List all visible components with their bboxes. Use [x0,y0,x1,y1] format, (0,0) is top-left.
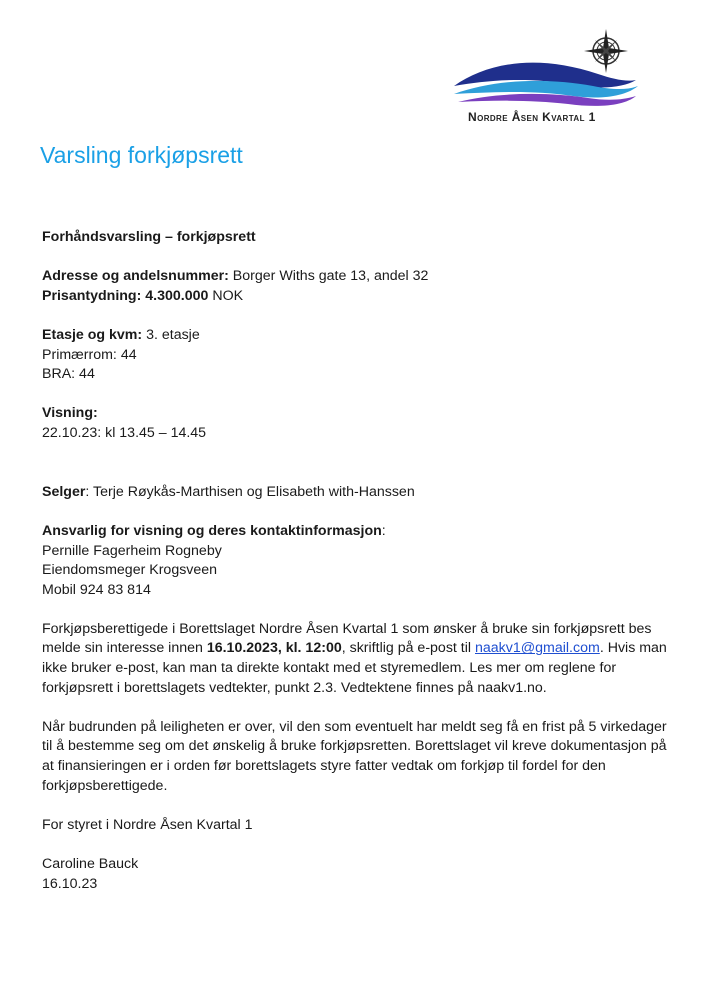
page-title: Varsling forkjøpsrett [40,142,243,168]
para1-text-2: , skriftlig på e-post til [341,640,475,657]
contact-colon: : [381,522,386,539]
email-link[interactable]: naakv1@gmail.com [475,640,600,657]
floor-label: Etasje og kvm: [42,326,143,343]
price-amount: 4.300.000 [145,287,209,304]
signature-date: 16.10.23 [42,875,98,892]
viewing-value: 22.10.23: kl 13.45 – 14.45 [42,424,207,441]
heading: Forhåndsvarsling – forkjøpsrett [42,229,256,245]
contact-heading [42,522,672,542]
contact-name: Pernille Fagerheim Rogneby [42,542,222,559]
contact-phone: Mobil 924 83 814 [42,581,151,598]
address-line [42,267,672,287]
floor-value: 3. etasje [142,326,200,343]
address-label: Adresse og andelsnummer: [42,268,229,285]
price-currency: NOK [208,287,244,304]
viewing-label: Visning: [42,405,98,422]
floor-line [42,326,672,346]
seller-label: Selger [42,483,86,500]
brand-logo [448,22,648,134]
closing: For styret i Nordre Åsen Kvartal 1 [42,816,253,833]
letter-body [42,228,672,894]
price-label: Prisantydning: [42,287,146,304]
para1-text: Forkjøpsberettigede i Borettslaget Nordre Åsen Kvartal 1 som ønsker å bruke sin forkjøpsrett bes melde sin interesse innen [42,620,652,657]
primary-room: Primærrom: 44 [42,346,137,363]
contact-company: Eiendomsmeger Krogsveen [42,562,218,579]
logo-graphic [448,22,648,112]
para1-text-3: . Hvis man ikke bruker e-post, kan man ta direkte kontakt med et styremedlem. Les mer om reglene for forkjøpsrett i borettslagets vedtekter, punkt 2.3. Vedtektene finnes på naakv1.no. [42,640,667,696]
bra: BRA: 44 [42,366,95,383]
contact-label: Ansvarlig for visning og deres kontaktinformasjon [42,522,382,539]
logo-text: Nordre Åsen Kvartal 1 [468,110,596,124]
compass-rose-icon [584,29,628,73]
seller-value: : Terje Røykås-Marthisen og Elisabeth with-Hanssen [85,483,415,500]
signature-name: Caroline Bauck [42,856,139,872]
deadline: 16.10.2023, kl. 12:00 [206,640,342,657]
paragraph-preemption [42,620,672,698]
price-line [42,287,672,307]
address-value: Borger Withs gate 13, andel 32 [228,268,429,285]
seller-line [42,483,672,503]
paragraph-bidding: Når budrunden på leiligheten er over, vil den som eventuelt har meldt seg få en frist på 5 virkedager til å bestemme seg om det ønskelig å bruke forkjøpsretten. Borettslaget vil kreve dokumentasjon på at finansieringen er i orden før borettslagets styre fatter vedtak om forkjøp til fordel for den forkjøpsberettigede. [42,718,667,794]
